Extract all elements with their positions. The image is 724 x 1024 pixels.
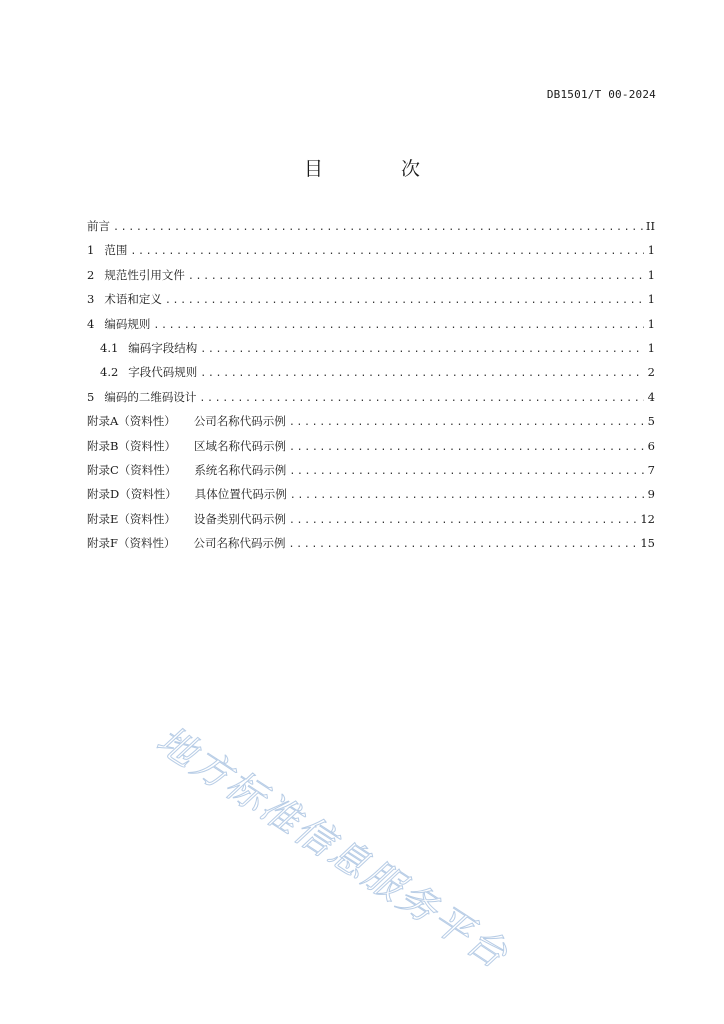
toc-entry-title: 前言 (87, 219, 110, 233)
toc-entry-page: 4 (647, 389, 655, 404)
toc-entry-title: 编码规则 (104, 316, 151, 331)
toc-entry-number: 1 (87, 243, 95, 258)
table-of-contents (87, 218, 655, 559)
toc-entry-label (87, 486, 287, 502)
toc-entry-label (87, 389, 196, 405)
toc-leader-dots (165, 295, 644, 306)
document-code: DB1501/T 00-2024 (546, 88, 656, 101)
toc-entry[interactable] (87, 486, 655, 510)
toc-entry-number: 5 (87, 389, 95, 404)
toc-title: 目 次 (303, 158, 457, 180)
toc-entry-page: 1 (647, 267, 655, 282)
toc-leader-dots (200, 368, 644, 379)
toc-entry-label (87, 267, 185, 283)
toc-entry-number: 2 (87, 267, 95, 282)
toc-entry-label (87, 413, 286, 429)
toc-leader-dots (113, 222, 643, 233)
toc-leader-dots (199, 393, 644, 404)
toc-entry-label (87, 462, 286, 478)
toc-entry-title: 规范性引用文件 (104, 267, 185, 282)
toc-leader-dots (289, 442, 644, 453)
toc-entry[interactable] (87, 267, 655, 291)
toc-entry-number: 附录B（资料性） (87, 438, 176, 453)
toc-entry-title: 具体位置代码示例 (194, 487, 287, 502)
toc-entry-title: 设备类别代码示例 (193, 511, 286, 526)
toc-entry[interactable] (87, 364, 655, 388)
toc-entry-number: 3 (87, 292, 95, 307)
toc-entry-label (87, 242, 127, 258)
toc-entry-number: 附录D（资料性） (87, 487, 177, 502)
toc-entry-title: 字段代码规则 (128, 365, 198, 380)
toc-entry-title: 编码的二维码设计 (104, 389, 197, 404)
toc-entry-number: 附录C（资料性） (87, 462, 177, 477)
toc-leader-dots (130, 246, 644, 257)
toc-entry-page: 1 (647, 243, 655, 258)
toc-entry-title: 公司名称代码示例 (193, 536, 286, 551)
toc-entry-title: 范围 (104, 243, 128, 258)
toc-entry-number: 4.2 (100, 365, 119, 380)
toc-entry-number: 4.1 (100, 340, 119, 355)
toc-entry-number: 4 (87, 316, 95, 331)
toc-entry-label (87, 438, 286, 454)
toc-entry[interactable] (87, 316, 655, 340)
toc-entry-title: 编码字段结构 (128, 340, 198, 355)
toc-leader-dots (289, 417, 644, 428)
toc-entry-page: 7 (647, 462, 655, 477)
toc-leader-dots (200, 344, 644, 355)
toc-entry-number: 附录E（资料性） (87, 511, 176, 526)
toc-entry-label (100, 340, 197, 356)
toc-entry-page: 1 (647, 316, 655, 331)
toc-entry-title: 系统名称代码示例 (194, 462, 287, 477)
toc-entry-page: 5 (647, 414, 655, 429)
toc-leader-dots (188, 271, 644, 282)
toc-entry[interactable] (87, 413, 655, 437)
toc-entry[interactable] (87, 462, 655, 486)
toc-entry-label (87, 511, 286, 527)
toc-entry-page: II (645, 219, 655, 233)
toc-entry[interactable] (87, 242, 655, 266)
toc-leader-dots (290, 490, 644, 501)
toc-entry-page: 12 (640, 511, 655, 526)
toc-entry-page: 6 (647, 438, 655, 453)
toc-entry-page: 1 (647, 340, 655, 355)
toc-entry-label (87, 535, 285, 551)
toc-entry-title: 区域名称代码示例 (193, 438, 286, 453)
toc-entry-page: 1 (647, 292, 655, 307)
toc-leader-dots (153, 320, 644, 331)
toc-entry-title: 公司名称代码示例 (193, 414, 286, 429)
toc-entry-page: 15 (640, 536, 655, 551)
toc-entry[interactable] (87, 389, 655, 413)
toc-entry-label (100, 364, 197, 380)
toc-entry[interactable] (87, 535, 655, 559)
toc-entry-page: 9 (647, 487, 655, 502)
toc-entry-label (87, 316, 150, 332)
toc-entry-title: 术语和定义 (104, 292, 162, 307)
toc-entry[interactable] (87, 438, 655, 462)
toc-entry[interactable] (87, 340, 655, 364)
toc-entry-label (87, 218, 110, 234)
toc-entry-number: 附录A（资料性） (87, 414, 176, 429)
toc-entry-number: 附录F（资料性） (87, 536, 176, 551)
toc-entry[interactable] (87, 291, 655, 315)
toc-entry-page: 2 (647, 365, 655, 380)
watermark: 地方标准信息服务平台 (149, 717, 517, 978)
toc-entry[interactable] (87, 511, 655, 535)
toc-entry-label (87, 291, 162, 307)
toc-leader-dots (288, 539, 637, 550)
toc-leader-dots (289, 515, 637, 526)
toc-entry[interactable] (87, 218, 655, 242)
toc-leader-dots (289, 466, 644, 477)
